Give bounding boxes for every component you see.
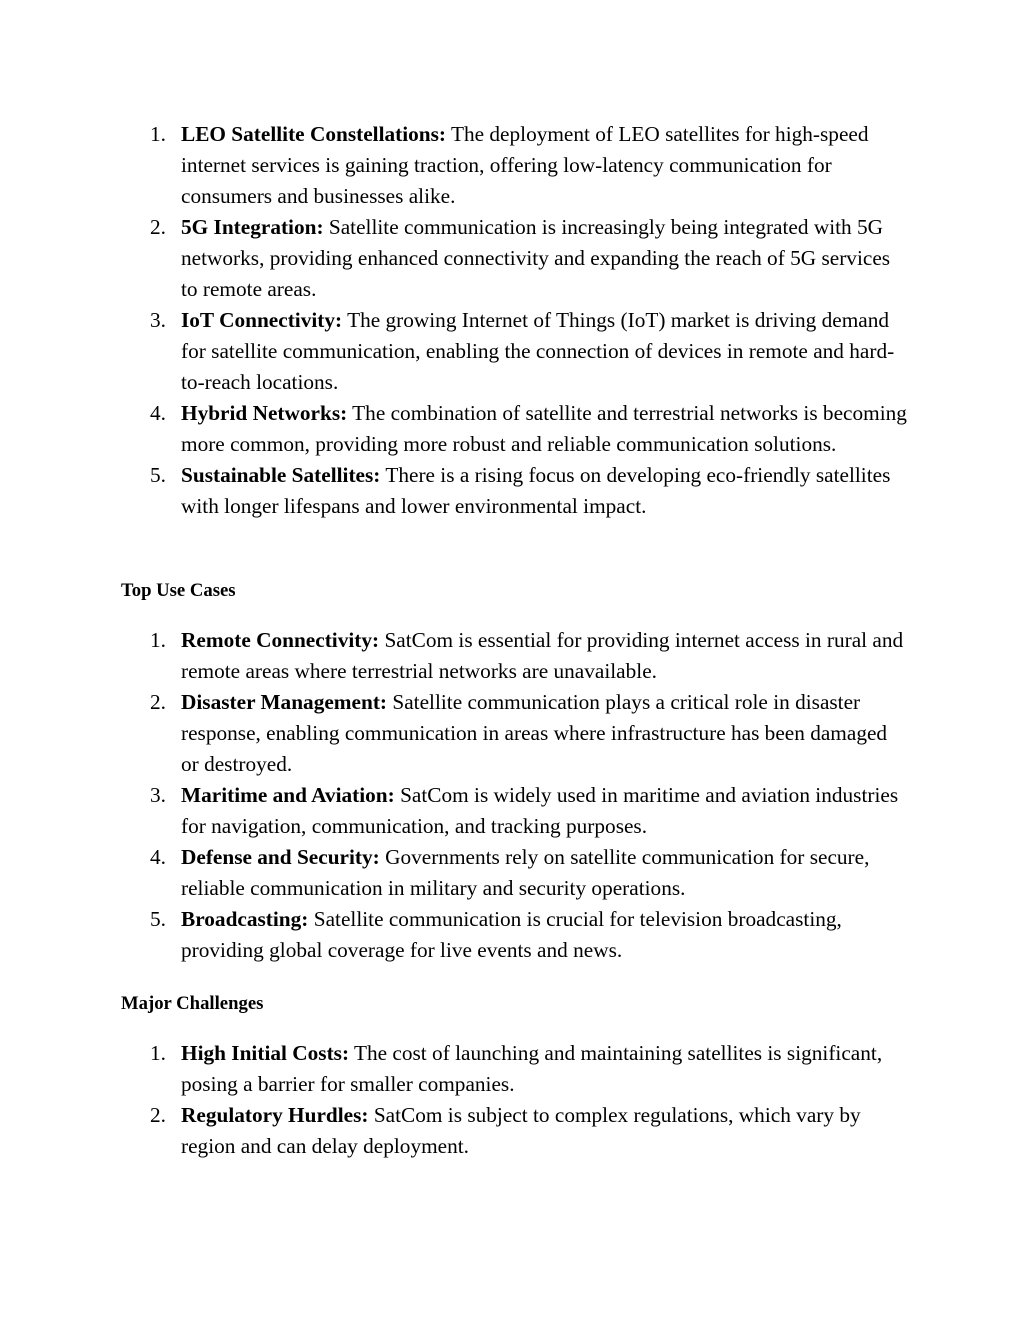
- list-item: [0, 119, 907, 212]
- list-text: SatCom is essential for providing internet access in rural and remote areas where terrestrial networks are unavailable.: [181, 628, 904, 683]
- list-number: 1.: [150, 628, 166, 652]
- list-number: 1.: [150, 1041, 166, 1065]
- list-term: Broadcasting:: [181, 907, 309, 931]
- list-item: [0, 398, 907, 460]
- list-text: Satellite communication is increasingly being integrated with 5G networks, providing enhanced connectivity and expanding the reach of 5G services to remote areas.: [181, 215, 891, 301]
- list-item: [0, 625, 907, 687]
- list-item: [0, 904, 907, 966]
- list-term: Sustainable Satellites:: [181, 463, 381, 487]
- list-term: IoT Connectivity:: [181, 308, 343, 332]
- list-text: SatCom is subject to complex regulations, which vary by region and can delay deployment.: [181, 1103, 861, 1158]
- section-heading-challenges: Major Challenges: [121, 993, 264, 1014]
- list-text: Governments rely on satellite communication for secure, reliable communication in military and security operations.: [181, 845, 870, 900]
- list-number: 5.: [150, 907, 166, 931]
- list-item: [0, 460, 907, 522]
- list-number: 2.: [150, 1103, 166, 1127]
- list-term: LEO Satellite Constellations:: [181, 122, 447, 146]
- list-text: The cost of launching and maintaining satellites is significant, posing a barrier for smaller companies.: [181, 1041, 883, 1096]
- list-term: 5G Integration:: [181, 215, 324, 239]
- list-number: 2.: [150, 215, 166, 239]
- list-term: Defense and Security:: [181, 845, 380, 869]
- trends-list: [0, 119, 907, 522]
- list-text: The deployment of LEO satellites for high-speed internet services is gaining traction, offering low-latency communication for consumers and businesses alike.: [181, 122, 869, 208]
- list-number: 4.: [150, 401, 166, 425]
- list-term: Disaster Management:: [181, 690, 388, 714]
- list-term: Remote Connectivity:: [181, 628, 380, 652]
- list-text: SatCom is widely used in maritime and aviation industries for navigation, communication, and tracking purposes.: [181, 783, 899, 838]
- list-number: 4.: [150, 845, 166, 869]
- list-term: High Initial Costs:: [181, 1041, 350, 1065]
- list-item: [0, 212, 907, 305]
- list-text: The combination of satellite and terrestrial networks is becoming more common, providing more robust and reliable communication solutions.: [181, 401, 907, 456]
- list-item: [0, 1038, 907, 1100]
- list-item: [0, 1100, 907, 1162]
- list-text: The growing Internet of Things (IoT) market is driving demand for satellite communication, enabling the connection of devices in remote and hard-to-reach locations.: [181, 308, 895, 394]
- list-number: 3.: [150, 308, 166, 332]
- list-item: [0, 780, 907, 842]
- list-number: 5.: [150, 463, 166, 487]
- list-text: Satellite communication plays a critical role in disaster response, enabling communication in areas where infrastructure has been damaged or destroyed.: [181, 690, 888, 776]
- list-term: Hybrid Networks:: [181, 401, 348, 425]
- list-number: 3.: [150, 783, 166, 807]
- list-item: [0, 687, 907, 780]
- list-number: 1.: [150, 122, 166, 146]
- challenges-list: [0, 1038, 907, 1162]
- list-term: Maritime and Aviation:: [181, 783, 395, 807]
- list-term: Regulatory Hurdles:: [181, 1103, 369, 1127]
- list-number: 2.: [150, 690, 166, 714]
- list-text: Satellite communication is crucial for television broadcasting, providing global coverage for live events and news.: [181, 907, 842, 962]
- use-cases-list: [0, 625, 907, 966]
- list-text: There is a rising focus on developing eco-friendly satellites with longer lifespans and lower environmental impact.: [181, 463, 891, 518]
- section-heading-use-cases: Top Use Cases: [121, 580, 236, 601]
- list-item: [0, 842, 907, 904]
- list-item: [0, 305, 907, 398]
